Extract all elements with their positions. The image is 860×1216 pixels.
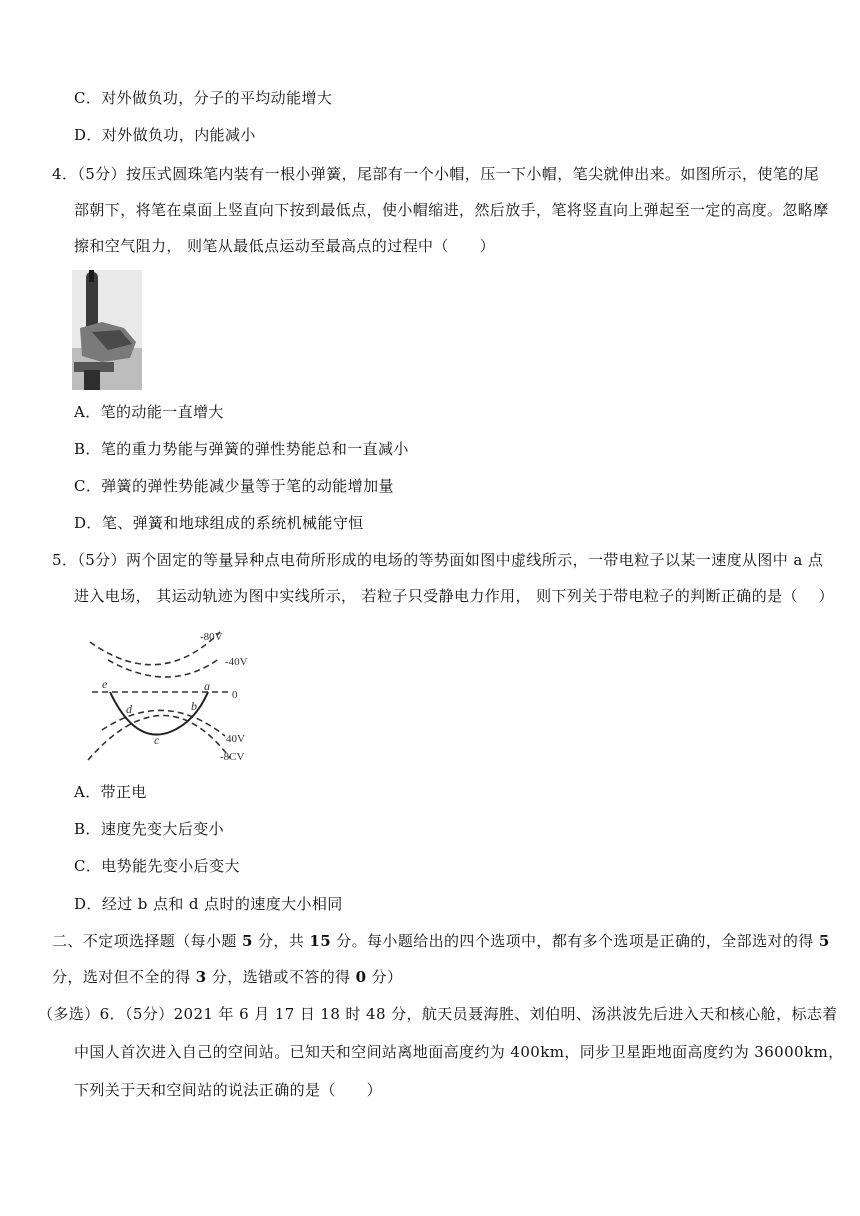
section2-heading-line2: 分，选对但不全的得 3 分，选错或不答的得 0 分） [52, 968, 403, 986]
point-c-label: c [154, 733, 160, 747]
pen-photo-figure [72, 270, 142, 390]
q4-option-c: C．弹簧的弹性势能减少量等于笔的动能增加量 [74, 477, 394, 495]
q4-option-d: D．笔、弹簧和地球组成的系统机械能守恒 [74, 514, 364, 532]
equipotential-top-inner [108, 658, 220, 677]
q6-stem-line1: （多选）6．（5分）2021 年 6 月 17 日 18 时 48 分，航天员聂海胜、刘伯明、汤洪波先后进入天和核心舱，标志着 [38, 1005, 838, 1023]
q5-option-d: D．经过 b 点和 d 点时的速度大小相同 [74, 895, 343, 913]
label-bottom-inner: 40V [226, 733, 245, 745]
label-top-inner: -40V [225, 656, 248, 668]
q4-option-b: B．笔的重力势能与弹簧的弹性势能总和一直减小 [74, 440, 409, 458]
q5-stem-line2: 进入电场， 其运动轨迹为图中实线所示， 若粒子只受静电力作用， 则下列关于带电粒子的判断正确的是（ ） [74, 587, 834, 605]
q4-stem-line3: 擦和空气阻力， 则笔从最低点运动至最高点的过程中（ ） [74, 237, 495, 255]
q5-stem-line1: 5．（5分）两个固定的等量异种点电荷所形成的电场的等势面如图中虚线所示，一带电粒子以某一速度从图中 a 点 [52, 551, 824, 569]
label-bottom-outer: -8CV [220, 751, 245, 763]
q4-stem-line2: 部朝下，将笔在桌面上竖直向下按到最低点，使小帽缩进，然后放手，笔将竖直向上弹起至一定的高度。忽略摩 [74, 201, 829, 219]
q4-option-a: A．笔的动能一直增大 [74, 403, 224, 421]
q5-option-c: C．电势能先变小后变大 [74, 857, 240, 875]
point-e-label: e [102, 677, 108, 691]
point-d-label: d [126, 702, 132, 716]
option-c-prev: C．对外做负功，分子的平均动能增大 [74, 89, 333, 107]
equipotential-figure [80, 620, 260, 768]
q6-stem-line3: 下列关于天和空间站的说法正确的是（ ） [74, 1081, 383, 1099]
q4-stem-line1: 4．（5分）按压式圆珠笔内装有一根小弹簧，尾部有一个小帽，压一下小帽，笔尖就伸出来。如图所示，使笔的尾 [52, 165, 819, 183]
point-b-label: b [191, 699, 197, 713]
equipotential-bottom-inner [102, 710, 225, 736]
label-top-outer: -80V [200, 631, 223, 643]
option-d-prev: D．对外做负功，内能减小 [74, 126, 256, 144]
q6-stem-line2: 中国人首次进入自己的空间站。已知天和空间站离地面高度约为 400km，同步卫星距地面高度约为 36000km， [74, 1043, 844, 1061]
section2-heading-line1: 二、不定项选择题（每小题 5 分，共 15 分。每小题给出的四个选项中，都有多个选项是正确的，全部选对的得 5 [52, 932, 830, 950]
q5-option-b: B．速度先变大后变小 [74, 820, 225, 838]
label-zero: 0 [232, 689, 238, 701]
point-a-label: a [204, 679, 210, 693]
q5-option-a: A．带正电 [74, 783, 147, 801]
